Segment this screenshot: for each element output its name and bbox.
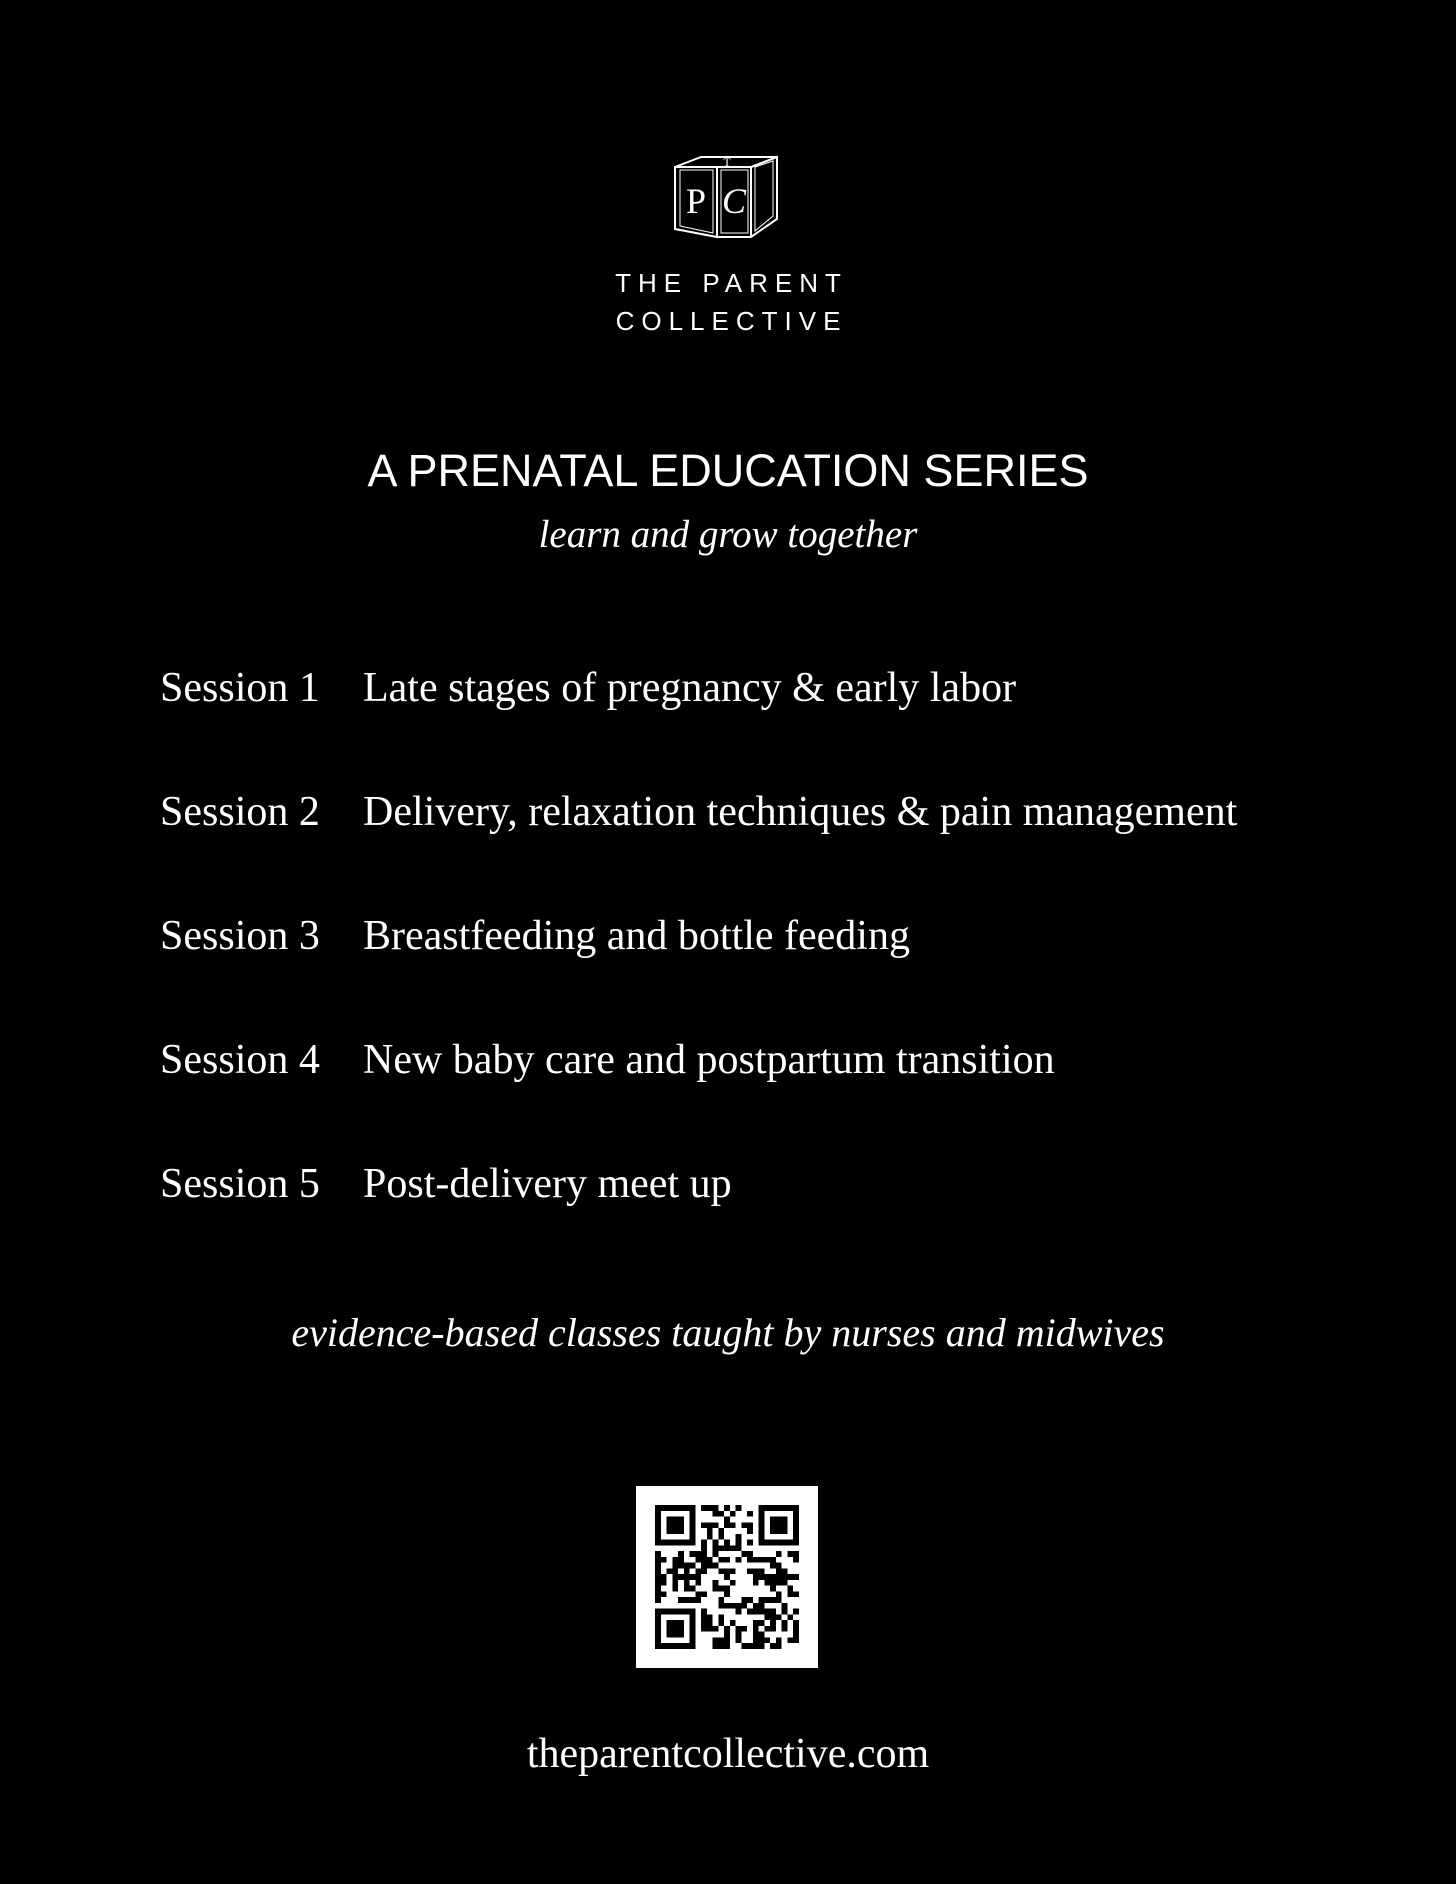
classes-footnote: evidence-based classes taught by nurses and midwives (291, 1310, 1165, 1355)
series-title: A PRENATAL EDUCATION SERIES (367, 445, 1089, 496)
pc-logo-cube-icon (671, 153, 781, 239)
session-item (160, 665, 1237, 789)
session-label: Session 3 (160, 913, 320, 959)
logo-letter-t: T (723, 155, 731, 169)
session-topic: Late stages of pregnancy & early labor (363, 665, 1017, 711)
session-label: Session 4 (160, 1037, 320, 1083)
qr-code-icon (655, 1505, 799, 1649)
logo-letter-c: C (721, 181, 747, 221)
website-link[interactable]: theparentcollective.com (526, 1731, 930, 1777)
brand-name-line-2: COLLECTIVE (615, 306, 848, 336)
session-label: Session 5 (160, 1161, 320, 1207)
session-topic: New baby care and postpartum transition (363, 1037, 1055, 1083)
session-topic: Post-delivery meet up (363, 1161, 732, 1207)
qr-code[interactable] (636, 1486, 818, 1668)
session-item (160, 913, 1237, 1037)
session-item (160, 1037, 1237, 1161)
session-topic: Delivery, relaxation techniques & pain management (363, 789, 1238, 835)
session-label: Session 2 (160, 789, 320, 835)
session-label: Session 1 (160, 665, 320, 711)
series-tagline: learn and grow together (538, 513, 918, 556)
session-item (160, 1161, 1237, 1285)
logo-letter-p: P (685, 181, 707, 221)
session-item (160, 789, 1237, 913)
session-topic: Breastfeeding and bottle feeding (363, 913, 910, 959)
session-list (160, 665, 1237, 1285)
brand-name-line-1: THE PARENT (615, 268, 848, 298)
